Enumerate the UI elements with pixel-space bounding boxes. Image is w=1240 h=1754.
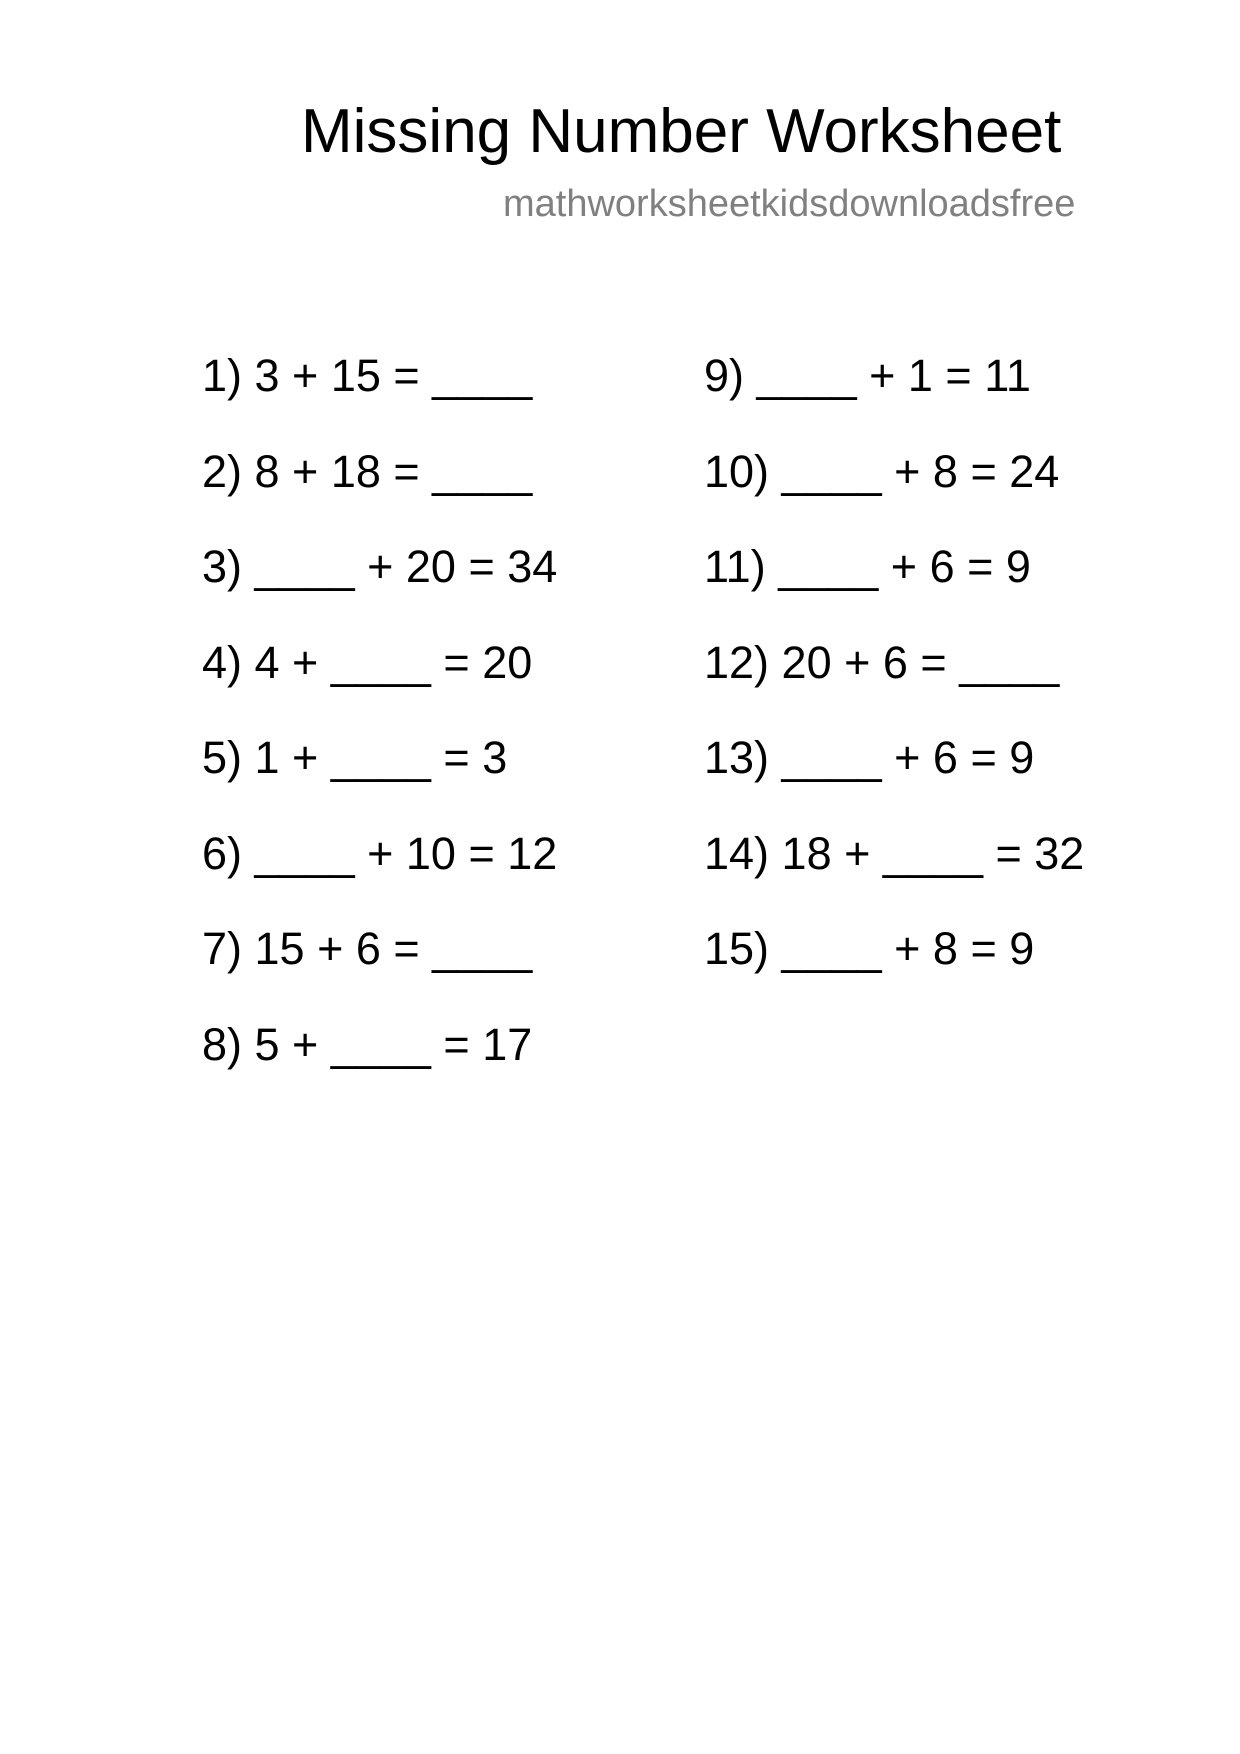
- problem-1: 1) 3 + 15 = ____: [202, 350, 533, 401]
- problem-5: 5) 1 + ____ = 3: [202, 732, 508, 783]
- problem-15: 15) ____ + 8 = 9: [704, 923, 1035, 974]
- problem-9: 9) ____ + 1 = 11: [704, 350, 1031, 401]
- worksheet-title: Missing Number Worksheet: [301, 97, 1062, 166]
- problem-14: 14) 18 + ____ = 32: [704, 827, 1085, 879]
- problems-right-column: [704, 348, 1084, 1017]
- problem-8: 8) 5 + ____ = 17: [202, 1018, 533, 1070]
- problem-6: 6) ____ + 10 = 12: [202, 827, 558, 879]
- problem-11: 11) ____ + 6 = 9: [704, 541, 1031, 592]
- problem-4: 4) 4 + ____ = 20: [202, 636, 533, 688]
- problem-10: 10) ____ + 8 = 24: [704, 445, 1060, 497]
- problem-3: 3) ____ + 20 = 34: [202, 541, 558, 592]
- problem-2: 2) 8 + 18 = ____: [202, 445, 533, 497]
- problem-7: 7) 15 + 6 = ____: [202, 923, 533, 974]
- problems-left-column: [202, 348, 557, 1112]
- problem-13: 13) ____ + 6 = 9: [704, 732, 1035, 783]
- watermark-text: mathworksheetkidsdownloadsfree: [503, 183, 1076, 225]
- problem-12: 12) 20 + 6 = ____: [704, 636, 1060, 688]
